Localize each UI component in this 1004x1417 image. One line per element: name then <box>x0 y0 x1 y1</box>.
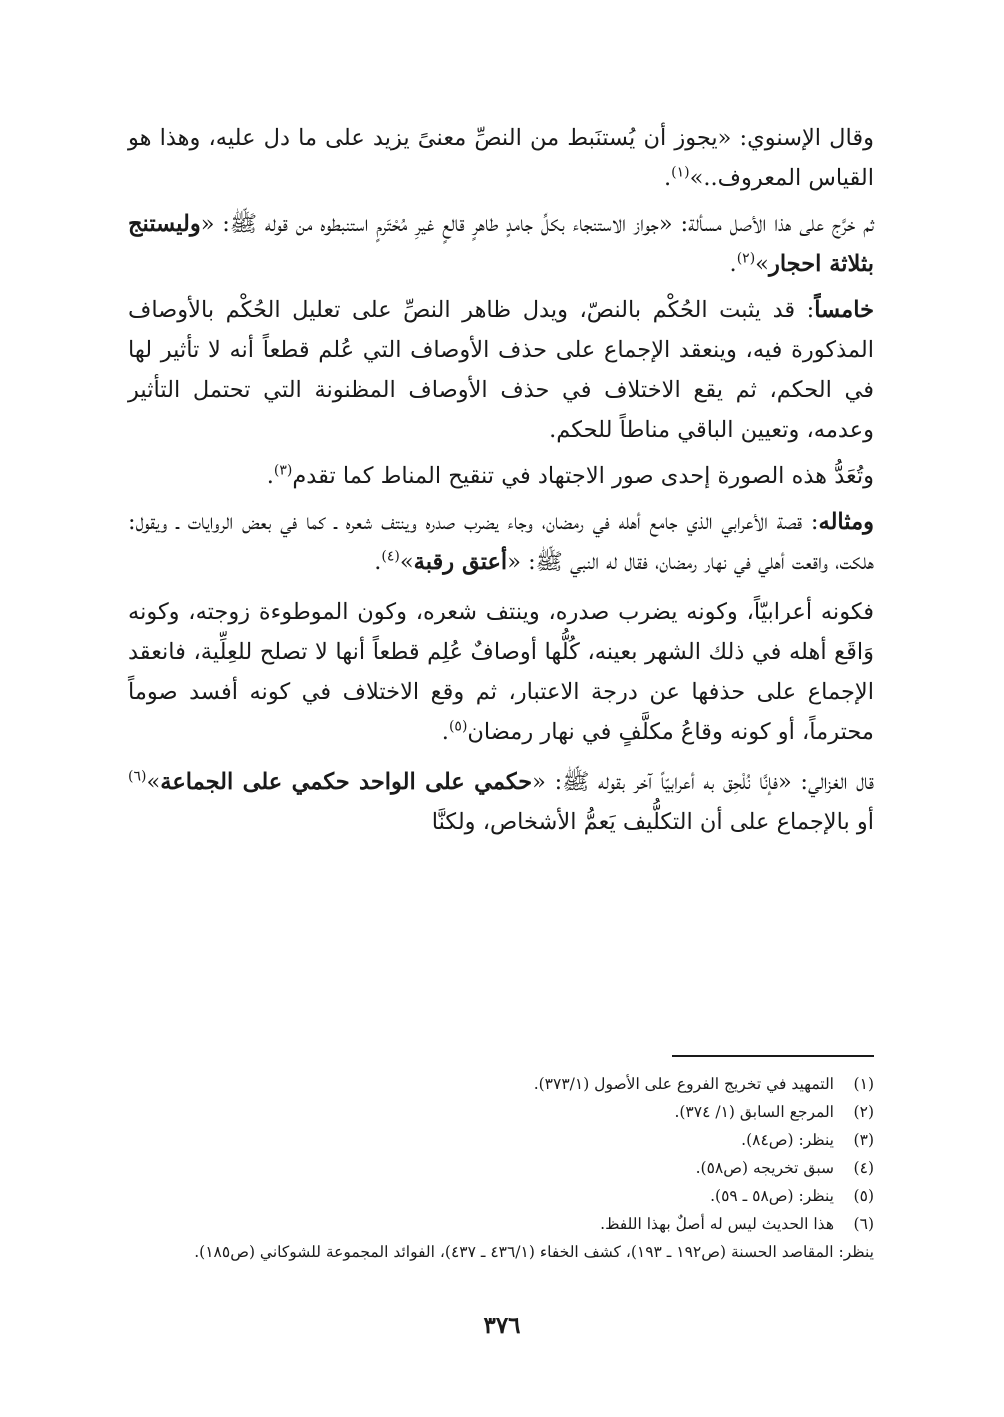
paragraph-text: » <box>399 549 414 575</box>
footnote-ref-5: (٥) <box>448 718 468 735</box>
footnote-divider <box>672 1055 874 1057</box>
paragraph-text: . <box>374 549 382 575</box>
footnote-number: (٦) <box>853 1215 874 1233</box>
footnote-number: (٤) <box>853 1159 874 1177</box>
section-keyword: خامساً <box>814 297 874 323</box>
footnote-item <box>128 1070 874 1098</box>
paragraph-3 <box>128 290 874 450</box>
footnote-text: ينظر: (ص٨٤). <box>741 1131 834 1149</box>
footnote-continuation: ينظر: المقاصد الحسنة (ص١٩٢ ـ ١٩٣)، كشف الخفاء (٤٣٦/١ ـ ٤٣٧)، الفوائد المجموعة للشوكاني (ص١٨٥). <box>194 1243 874 1261</box>
paragraph-1 <box>128 118 874 198</box>
paragraph-7 <box>128 762 874 842</box>
paragraph-text: أو بالإجماع على أن التكلُّيف يَعمُّ الأشخاص، ولكنَّا <box>431 809 874 835</box>
paragraph-text: . <box>266 463 274 489</box>
footnote-item <box>128 1154 874 1182</box>
footnote-number: (٢) <box>853 1103 874 1121</box>
hadith-quote: أعتق رقبة <box>413 549 508 575</box>
footnote-text: التمهيد في تخريج الفروع على الأصول (٣٧٣/١). <box>533 1075 834 1093</box>
hadith-quote: وليستنج بثلاثة احجار <box>128 211 874 277</box>
footnote-text: هذا الحديث ليس له أصلٌ بهذا اللفظ. <box>600 1215 834 1233</box>
footnote-number: (٥) <box>853 1187 874 1205</box>
paragraph-text: : قصة الأعرابي الذي جامع أهله في رمضان، وجاء يضرب صدره وينتف شعره ـ كما في بعض الروايات ـ ويقول: هلكت، واقعت أهلي في نهار رمضان، فقال له النبي ﷺ: « <box>128 509 874 575</box>
paragraph-text: قال الغزالي: «فإنَّا نُلْحِق به أعرابيّاً آخر بقوله ﷺ: « <box>532 769 874 795</box>
paragraph-6 <box>128 592 874 752</box>
footnote-ref-3: (٣) <box>273 462 293 479</box>
footnotes <box>128 1070 874 1266</box>
paragraph-text: وتُعَدُّ هذه الصورة إحدى صور الاجتهاد في تنقيح المناط كما تقدم <box>292 463 874 489</box>
footnote-ref-6: (٦) <box>128 768 147 785</box>
paragraph-text: » <box>146 769 161 795</box>
footnote-ref-4: (٤) <box>381 548 400 565</box>
footnote-text: المرجع السابق (١/ ٣٧٤). <box>674 1103 834 1121</box>
paragraph-4 <box>128 456 874 496</box>
paragraph-2 <box>128 204 874 284</box>
footnote-text: ينظر: (ص٥٨ ـ ٥٩). <box>710 1187 834 1205</box>
page-number: ٣٧٦ <box>483 1312 521 1339</box>
paragraph-text: » <box>755 251 769 277</box>
paragraph-text: . <box>441 719 449 745</box>
footnote-text: سبق تخريجه (ص٥٨). <box>695 1159 834 1177</box>
paragraph-text: : قد يثبت الحُكْم بالنصّ، ويدل ظاهر النصِّ على تعليل الحُكْم بالأوصاف المذكورة فيه، وينعقد الإجماع على حذف الأوصاف التي عُلم قطعاً أنه لا تأثير لها في الحكم، ثم يقع الاختلاف في حذف الأوصاف المظنونة التي تحتمل التأثير وعدمه، وتعيين الباقي مناطاً للحكم. <box>128 297 874 443</box>
footnote-item <box>128 1182 874 1210</box>
paragraph-text: ثم خرَّج على هذا الأصل مسألة: «جواز الاستنجاء بكلِّ جامدٍ طاهرٍ قالعٍ غيرِ مُحْتَرمٍ استنبطوه من قوله ﷺ: « <box>200 211 874 237</box>
footnote-item <box>128 1210 874 1238</box>
footnote-item <box>128 1126 874 1154</box>
main-text <box>128 118 874 848</box>
footnote-number: (١) <box>853 1075 874 1093</box>
section-keyword: ومثاله <box>818 509 874 535</box>
footnote-ref-1: (١) <box>671 164 690 181</box>
paragraph-5 <box>128 502 874 582</box>
footnote-item <box>128 1098 874 1126</box>
hadith-quote: حكمي على الواحد حكمي على الجماعة <box>160 769 533 795</box>
footnote-number: (٣) <box>853 1131 874 1149</box>
paragraph-text: . <box>729 251 737 277</box>
footnote-ref-2: (٢) <box>736 250 756 267</box>
paragraph-text: فكونه أعرابيّاً، وكونه يضرب صدره، وينتف شعره، وكون الموطوءة زوجته، وكونه وَاقَع أهله في ذلك الشهر بعينه، كُلُّها أوصافٌ عُلِم قطعاً أنها لا تصلح للعِلِّية، فانعقد الإجماع على حذفها عن درجة الاعتبار، ثم وقع الاختلاف في كونه أفسد صوماً محترماً، أو كونه وقاعُ مكلَّفٍ في نهار رمضان <box>128 599 874 745</box>
paragraph-text: وقال الإسنوي: «يجوز أن يُستنَبط من النصِّ معنىً يزيد على ما دل عليه، وهذا هو القياس المعروف..» <box>128 125 874 191</box>
paragraph-text: . <box>663 165 672 191</box>
